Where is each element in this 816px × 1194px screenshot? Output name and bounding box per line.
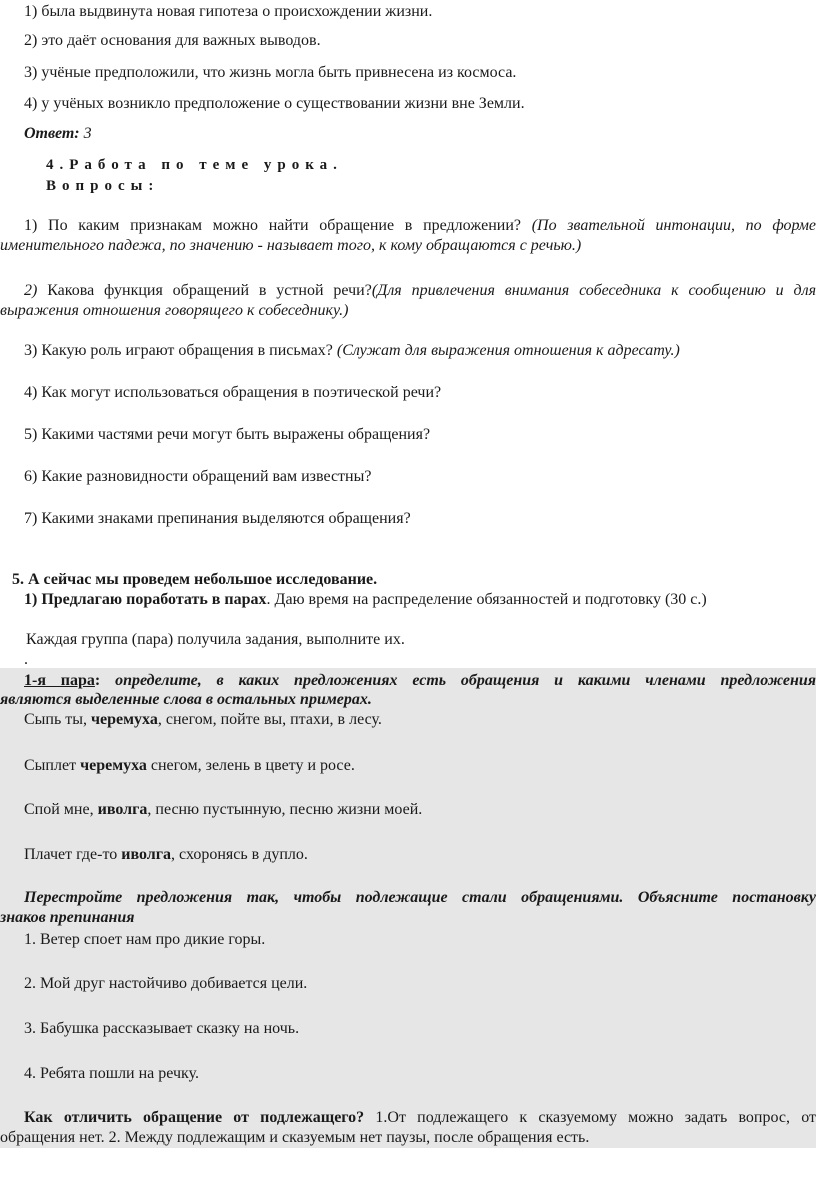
question-7: 7) Какими знаками препинания выделяются обращения? [24,510,411,527]
example-4: Плачет где-то иволга, схоронясь в дупло. [24,846,308,863]
difference-answer: обращения нет. 2. Между подлежащим и сказуемым нет паузы, после обращения есть. [0,1129,590,1146]
sentence-3: 3. Бабушка рассказывает сказку на ночь. [24,1020,300,1037]
section-title: 4.Работа по теме урока. [46,157,343,173]
dot-mark: . [24,651,28,668]
question-5: 5) Какими частями речи могут быть выражены обращения? [24,426,431,443]
question-1: 1) По каким признакам можно найти обращение в предложении? (По звательной интонации, по форме [24,217,816,234]
rebuild-instruction-cont: знаков препинания [0,909,135,926]
sentence-4: 4. Ребята пошли на речку. [24,1065,199,1082]
pair-1-instruction-cont: являются выделенные слова в остальных примерах. [0,691,372,708]
list-item: 4) у учёных возникло предположение о существовании жизни вне Земли. [24,95,525,112]
rebuild-instruction: Перестройте предложения так, чтобы подлежащие стали обращениями. Объясните постановку [24,889,816,906]
example-1: Сыпь ты, черемуха, снегом, пойте вы, птахи, в лесу. [24,711,382,728]
group-note: Каждая группа (пара) получила задания, выполните их. [26,631,405,648]
pair-1-instruction: 1-я пара: определите, в каких предложениях есть обращения и какими членами предложения [24,672,816,689]
list-item: 2) это даёт основания для важных выводов. [24,32,321,49]
question-6: 6) Какие разновидности обращений вам известны? [24,468,372,485]
list-item: 3) учёные предположили, что жизнь могла быть привнесена из космоса. [24,64,517,81]
example-3: Спой мне, иволга, песню пустынную, песню жизни моей. [24,801,423,818]
sentence-1: 1. Ветер споет нам про дикие горы. [24,931,266,948]
answer-label: Ответ: [24,125,80,142]
difference-question: Как отличить обращение от подлежащего? 1.От подлежащего к сказуемому можно задать вопрос, от [24,1109,816,1126]
question-2-note: выражения отношения говорящего к собеседнику.) [0,302,349,319]
list-item: 1) была выдвинута новая гипотеза о происхождении жизни. [24,3,433,20]
question-4: 4) Как могут использоваться обращения в поэтической речи? [24,384,442,401]
answer-line [24,124,92,144]
question-2: 2) Какова функция обращений в устной речи?(Для привлечения внимания собеседника к сообщению и для [24,282,816,299]
question-1-note: именительного падежа, по значению - называет того, к кому обращаются с речью.) [0,237,582,254]
section-5-task: 1) Предлагаю поработать в парах. Даю время на распределение обязанностей и подготовку (30 с.) [24,591,707,608]
section-subtitle: Вопросы: [46,178,160,194]
sentence-2: 2. Мой друг настойчиво добивается цели. [24,975,308,992]
section-5-title: 5. А сейчас мы проведем небольшое исследование. [12,571,378,588]
question-3: 3) Какую роль играют обращения в письмах? (Служат для выражения отношения к адресату.) [24,342,680,359]
example-2: Сыплет черемуха снегом, зелень в цвету и росе. [24,757,355,774]
answer-value: 3 [79,125,92,142]
